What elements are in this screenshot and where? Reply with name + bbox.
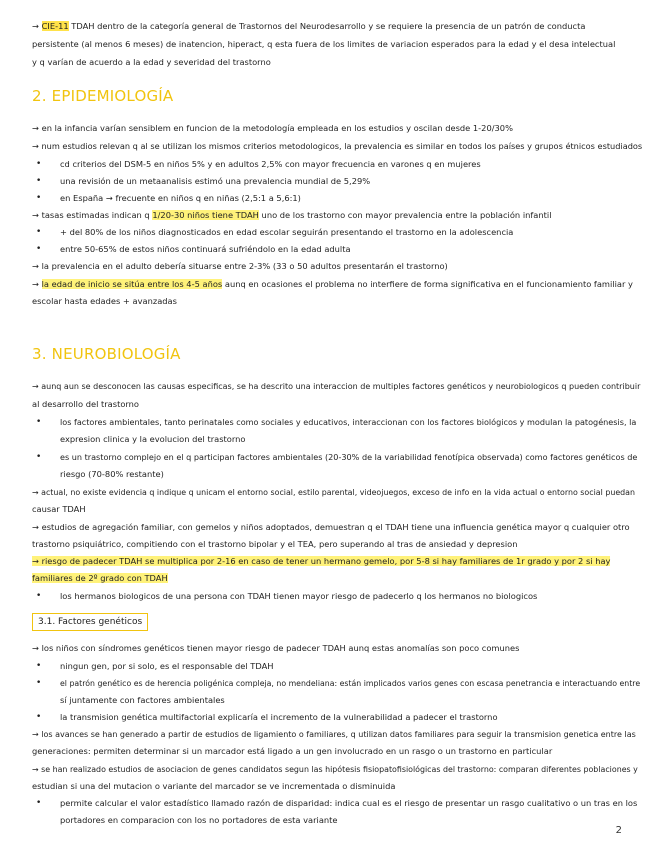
list-item: una revisión de un metaanalisis estimó una prevalencia mundial de 5,29% [60,176,371,186]
list-item: es un trastorno complejo en el q participan factores ambientales (20-30% de la variabilidad fenotípica observada) como factores genéticos de [60,452,638,462]
text-line: → estudios de agregación familiar, con gemelos y niños adoptados, demuestran q el TDAH tiene una influencia genética mayor q cualquier otro [32,522,630,532]
list-item: los hermanos biologicos de una persona con TDAH tienen mayor riesgo de padecerlo q los hermanos no biologicos [60,591,538,601]
text-line: → los niños con síndromes genéticos tienen mayor riesgo de padecer TDAH aunq estas anomalías son poco comunes [32,643,520,653]
bullet: • [36,159,42,169]
text-line: → num estudios relevan q al se utilizan los mismos criterios metodologicos, la prevalencia es similar en todos los países y grupos étnicos estudiados [32,141,643,151]
text-line: → tasas estimadas indican q 1/20-30 niños tiene TDAH uno de los trastorno con mayor prevalencia entre la población infantil [32,210,552,220]
list-item: permite calcular el valor estadístico llamado razón de disparidad: indica cual es el riesgo de presentar un rasgo cualitativo o un tras en los [60,798,638,808]
list-item: ningun gen, por si solo, es el responsable del TDAH [60,661,274,671]
bullet: • [36,798,42,808]
bullet: • [36,417,42,427]
list-item-continuation: portadores en comparacion con los no portadores de esta variante [60,815,338,825]
list-item-continuation: expresion clinica y la evolucion del trastorno [60,434,246,444]
text-line: generaciones: permiten determinar si un marcador está ligado a un gen involucrado en un rasgo o un trastorno en particular [32,746,553,756]
text-line: → los avances se han generado a partir de estudios de ligamiento o familiares, q utilizan datos familiares para seguir la transmision genetica entre las [32,730,636,739]
page-number: 2 [615,825,622,836]
text-line: escolar hasta edades + avanzadas [32,296,177,306]
bullet: • [36,591,42,601]
list-item: los factores ambientales, tanto perinatales como sociales y educativos, interaccionan con los factores biológicos y modulan la patogénesis, la [60,417,637,427]
bullet: • [36,661,42,671]
text-line: → se han realizado estudios de asociacion de genes candidatos segun las hipótesis fisiopatofisiológicas del trastorno: comparan diferentes poblaciones y [32,765,638,774]
list-item: cd criterios del DSM-5 en niños 5% y en adultos 2,5% con mayor frecuencia en varones q en mujeres [60,159,481,169]
bullet: • [36,176,42,186]
text-line: → en la infancia varían sensiblem en funcion de la metodología empleada en los estudios y oscilan desde 1-20/30% [32,123,513,133]
list-item: el patrón genético es de herencia poligénica compleja, no mendeliana: están implicados varios genes con escasa penetrancia e interactuando entre [60,679,641,688]
text-line: causar TDAH [32,504,86,514]
bullet: • [36,244,42,254]
bullet: • [36,227,42,237]
text-line: estudian si una del mutacion o variante del marcador se ve incrementada o disminuida [32,781,396,791]
bullet: • [36,712,42,722]
text-line: → la edad de inicio se sitúa entre los 4-5 años aunq en ocasiones el problema no interfiere de forma significativa en el funcionamiento familiar y [32,279,633,289]
text-line: trastorno psiquiátrico, compitiendo con el trastorno bipolar y el TEA, pero superando al tras de ansiedad y depresion [32,539,518,549]
list-item: entre 50-65% de estos niños continuará sufriéndolo en la edad adulta [60,244,351,254]
bullet: • [36,193,42,203]
text-line: persistente (al menos 6 meses) de inatencion, hiperact, q esta fuera de los limites de variacion esperados para la edad y el desa intelectual [32,39,616,49]
text-line: y q varían de acuerdo a la edad y severidad del trastorno [32,57,271,67]
text-line: al desarrollo del trastorno [32,399,140,409]
list-item-continuation: sí juntamente con factores ambientales [60,695,225,705]
list-item: en España → frecuente en niños q en niñas (2,5:1 a 5,6:1) [60,193,301,203]
highlighted-term: 1/20-30 niños tiene TDAH [152,210,259,220]
text-line: → la prevalencia en el adulto debería situarse entre 2-3% (33 o 50 adultos presentarán el trastorno) [32,261,448,271]
highlighted-line: familiares de 2º grado con TDAH [32,573,168,583]
list-item-continuation: riesgo (70-80% restante) [60,469,164,479]
highlighted-line: → riesgo de padecer TDAH se multiplica por 2-16 en caso de tener un hermano gemelo, por 5-8 si hay familiares de 1r grado y por 2 si hay [32,556,611,566]
list-item: la transmision genética multifactorial explicaría el incremento de la vulnerabilidad a padecer el trastorno [60,712,498,722]
arrow: → [32,21,39,31]
text-line: → CIE-11 TDAH dentro de la categoría general de Trastornos del Neurodesarrollo y se requiere la presencia de un patrón de conducta [32,21,586,31]
bullet: • [36,452,42,462]
section-heading: 2. EPIDEMIOLOGÍA [32,87,174,105]
highlighted-term: la edad de inicio se sitúa entre los 4-5 años [41,279,223,289]
highlighted-term: CIE-11 [41,21,69,31]
list-item: + del 80% de los niños diagnosticados en edad escolar seguirán presentando el trastorno en la adolescencia [60,227,514,237]
text-line: → aunq aun se desconocen las causas especificas, se ha descrito una interaccion de multiples factores genéticos y neurobiologicos q pueden contribuir [32,382,641,391]
text-line: → actual, no existe evidencia q indique q unicam el entorno social, estilo parental, videojuegos, exceso de info en la vida actual o entorno social puedan [32,488,636,497]
bullet: • [36,678,42,688]
subsection-heading: 3.1. Factores genéticos [32,613,148,631]
section-heading: 3. NEUROBIOLOGÍA [32,345,181,363]
